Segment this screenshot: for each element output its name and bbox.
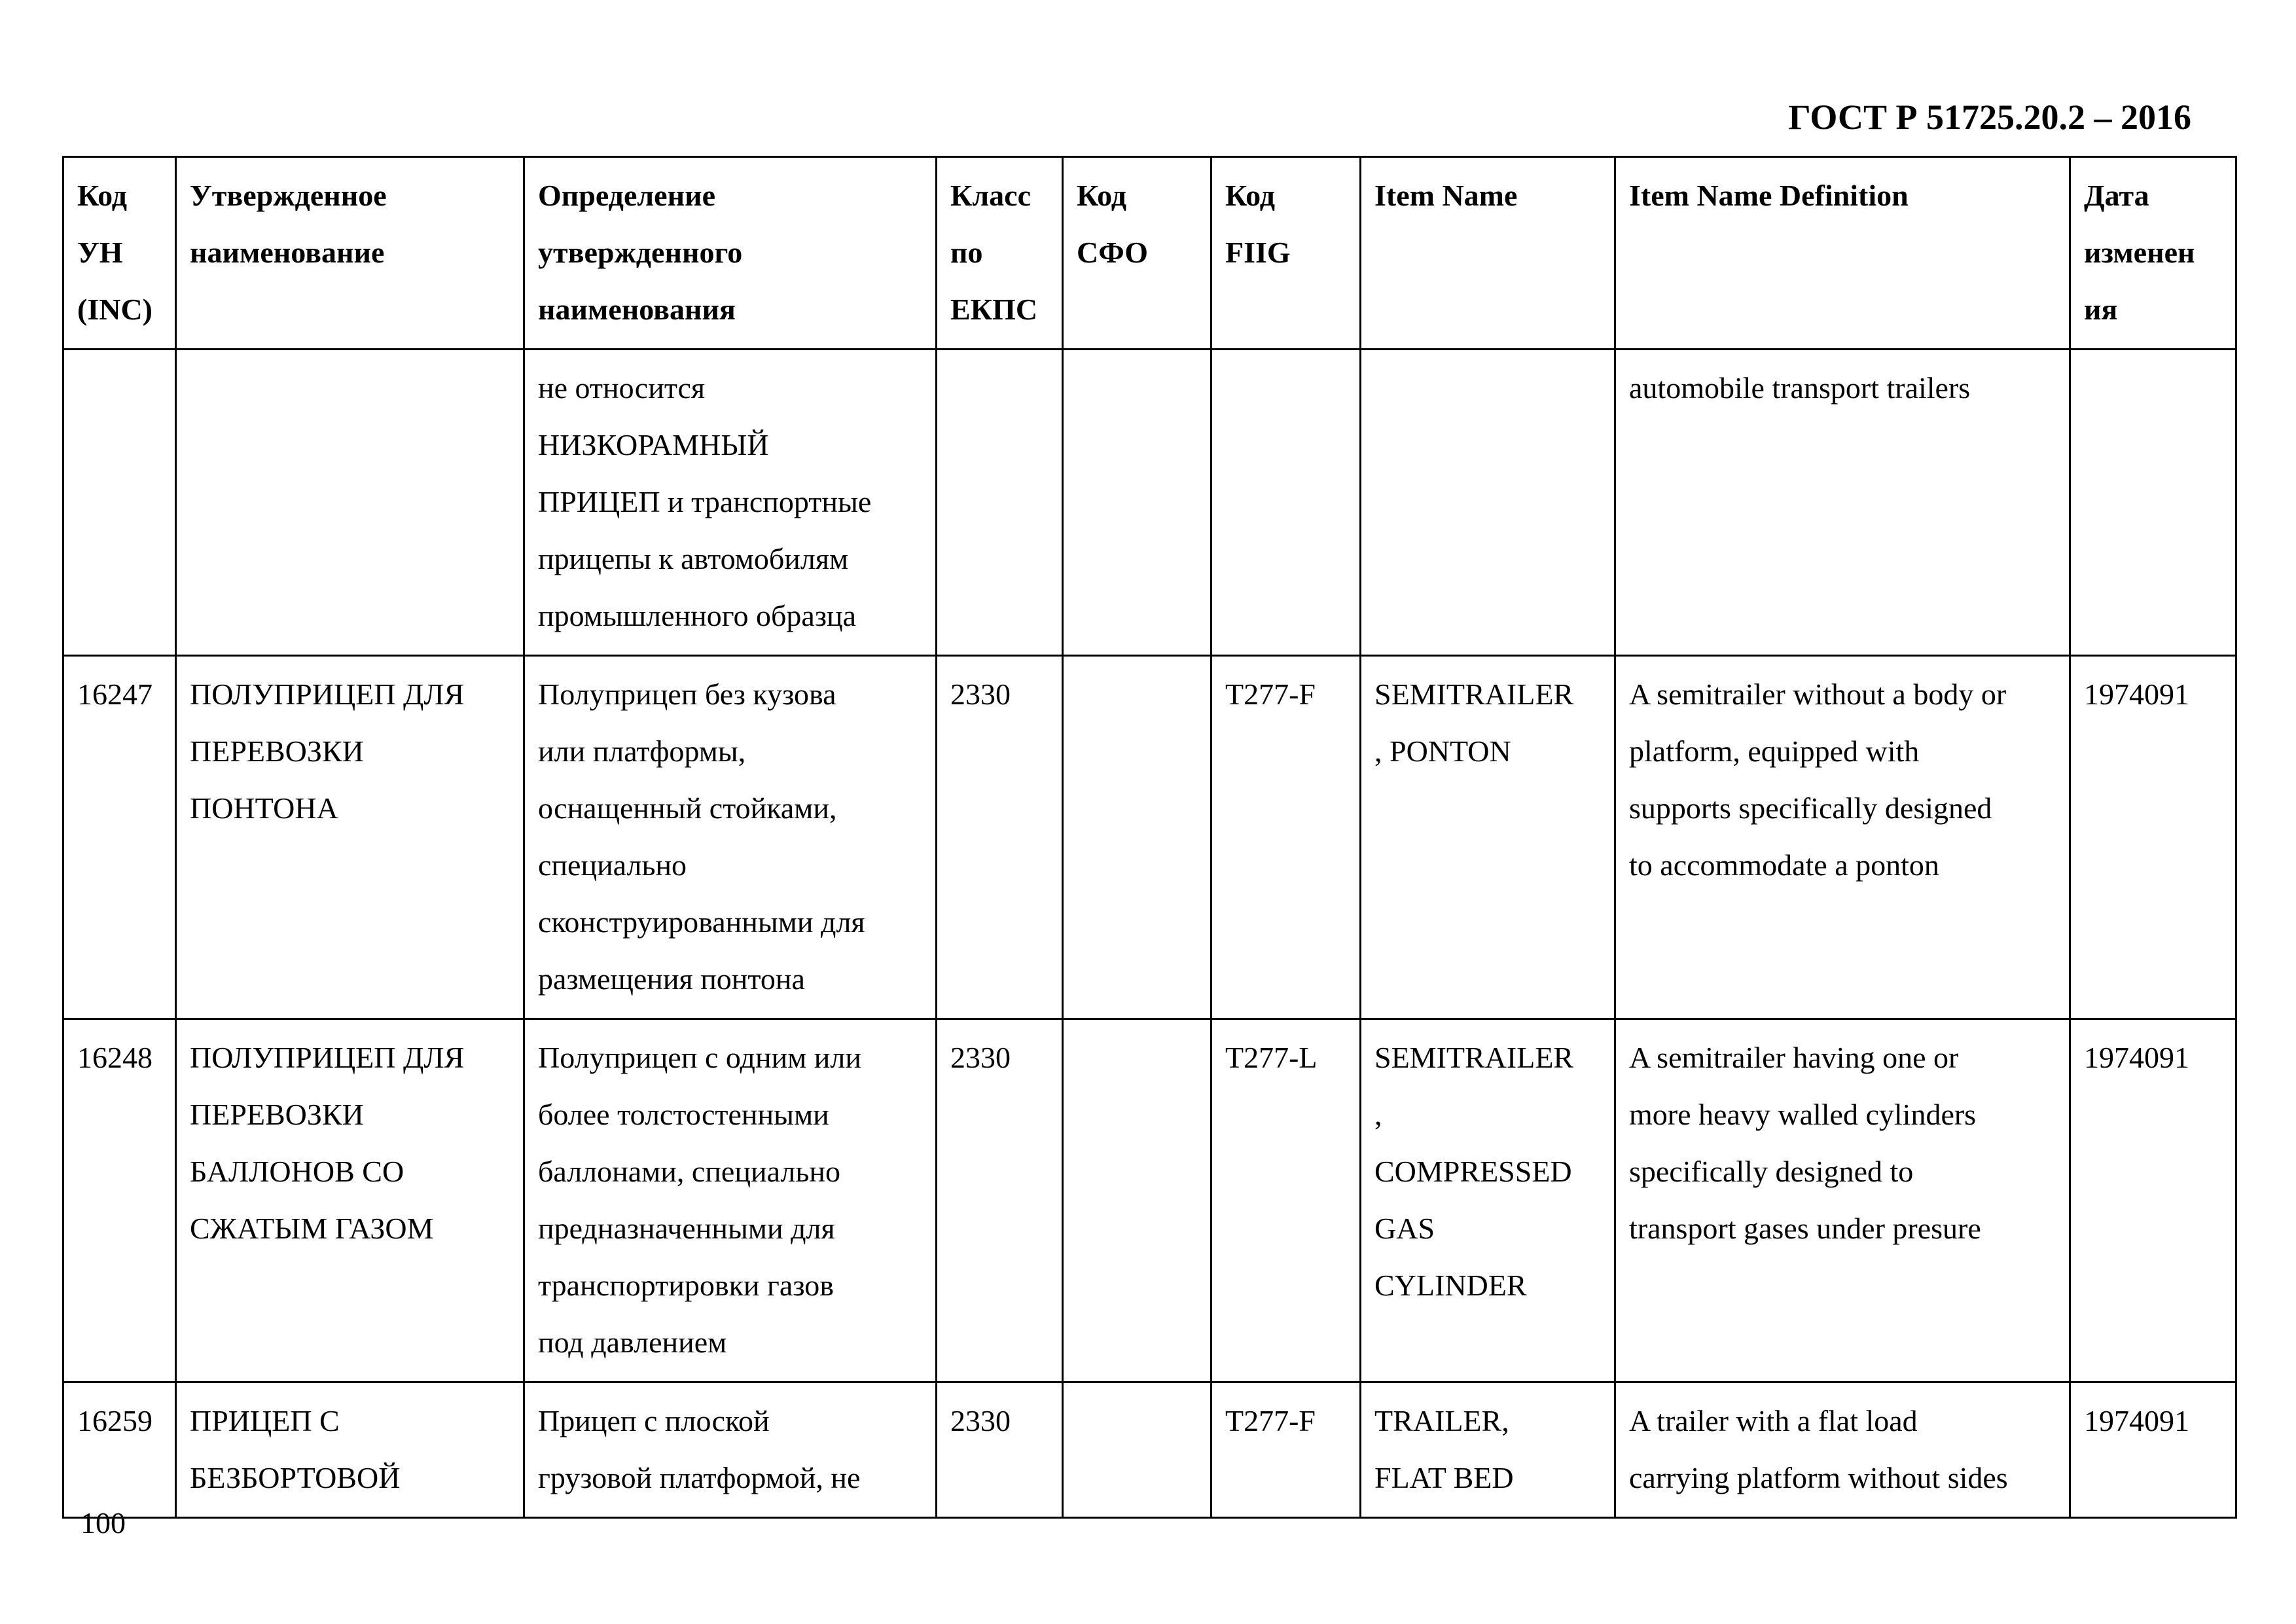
cell-item-name-definition: automobile transport trailers	[1615, 350, 2070, 656]
column-header-sfo: Код СФО	[1063, 157, 1211, 350]
cell-item-name-definition: A semitrailer without a body or platform, equipped with supports specifically designed to accommodate a ponton	[1615, 656, 2070, 1019]
cell-approved-name	[176, 350, 524, 656]
column-header-approved-name: Утвержденное наименование	[176, 157, 524, 350]
cell-fiig: T277-L	[1211, 1019, 1361, 1382]
cell-change-date: 1974091	[2070, 1382, 2236, 1518]
table-header-row	[63, 157, 2236, 350]
cell-item-name: SEMITRAILER , PONTON	[1361, 656, 1615, 1019]
cell-change-date: 1974091	[2070, 1019, 2236, 1382]
catalog-table	[62, 156, 2237, 1519]
table-row	[63, 656, 2236, 1019]
cell-approved-name: ПОЛУПРИЦЕП ДЛЯ ПЕРЕВОЗКИ БАЛЛОНОВ СО СЖАТЫМ ГАЗОМ	[176, 1019, 524, 1382]
cell-definition: Прицеп с плоской грузовой платформой, не	[524, 1382, 937, 1518]
table-row	[63, 350, 2236, 656]
cell-approved-name: ПОЛУПРИЦЕП ДЛЯ ПЕРЕВОЗКИ ПОНТОНА	[176, 656, 524, 1019]
cell-change-date: 1974091	[2070, 656, 2236, 1019]
table-row	[63, 1019, 2236, 1382]
cell-definition: Полуприцеп без кузова или платформы, оснащенный стойками, специально сконструированными для размещения понтона	[524, 656, 937, 1019]
column-header-definition: Определение утвержденного наименования	[524, 157, 937, 350]
cell-sfo	[1063, 1382, 1211, 1518]
cell-item-name-definition: A semitrailer having one or more heavy walled cylinders specifically designed to transport gases under presure	[1615, 1019, 2070, 1382]
column-header-item-name-definition: Item Name Definition	[1615, 157, 2070, 350]
column-header-change-date: Дата изменен ия	[2070, 157, 2236, 350]
cell-inc: 16248	[63, 1019, 176, 1382]
table-row	[63, 1382, 2236, 1518]
cell-class: 2330	[937, 656, 1063, 1019]
column-header-item-name: Item Name	[1361, 157, 1615, 350]
cell-class: 2330	[937, 1382, 1063, 1518]
cell-fiig: T277-F	[1211, 1382, 1361, 1518]
cell-item-name: TRAILER, FLAT BED	[1361, 1382, 1615, 1518]
cell-definition: не относится НИЗКОРАМНЫЙ ПРИЦЕП и транспортные прицепы к автомобилям промышленного образца	[524, 350, 937, 656]
document-header: ГОСТ Р 51725.20.2 – 2016	[1788, 98, 2191, 137]
page-number: 100	[81, 1506, 126, 1540]
cell-inc: 16259	[63, 1382, 176, 1518]
cell-class: 2330	[937, 1019, 1063, 1382]
cell-item-name-definition: A trailer with a flat load carrying platform without sides	[1615, 1382, 2070, 1518]
column-header-fiig: Код FIIG	[1211, 157, 1361, 350]
cell-definition: Полуприцеп с одним или более толстостенными баллонами, специально предназначенными для транспортировки газов под давлением	[524, 1019, 937, 1382]
cell-item-name: SEMITRAILER , COMPRESSED GAS CYLINDER	[1361, 1019, 1615, 1382]
cell-sfo	[1063, 1019, 1211, 1382]
cell-fiig	[1211, 350, 1361, 656]
cell-inc: 16247	[63, 656, 176, 1019]
column-header-inc: Код УН (INC)	[63, 157, 176, 350]
column-header-class: Класс по ЕКПС	[937, 157, 1063, 350]
cell-item-name	[1361, 350, 1615, 656]
cell-sfo	[1063, 350, 1211, 656]
cell-fiig: T277-F	[1211, 656, 1361, 1019]
cell-sfo	[1063, 656, 1211, 1019]
cell-approved-name: ПРИЦЕП С БЕЗБОРТОВОЙ	[176, 1382, 524, 1518]
cell-inc	[63, 350, 176, 656]
cell-class	[937, 350, 1063, 656]
cell-change-date	[2070, 350, 2236, 656]
